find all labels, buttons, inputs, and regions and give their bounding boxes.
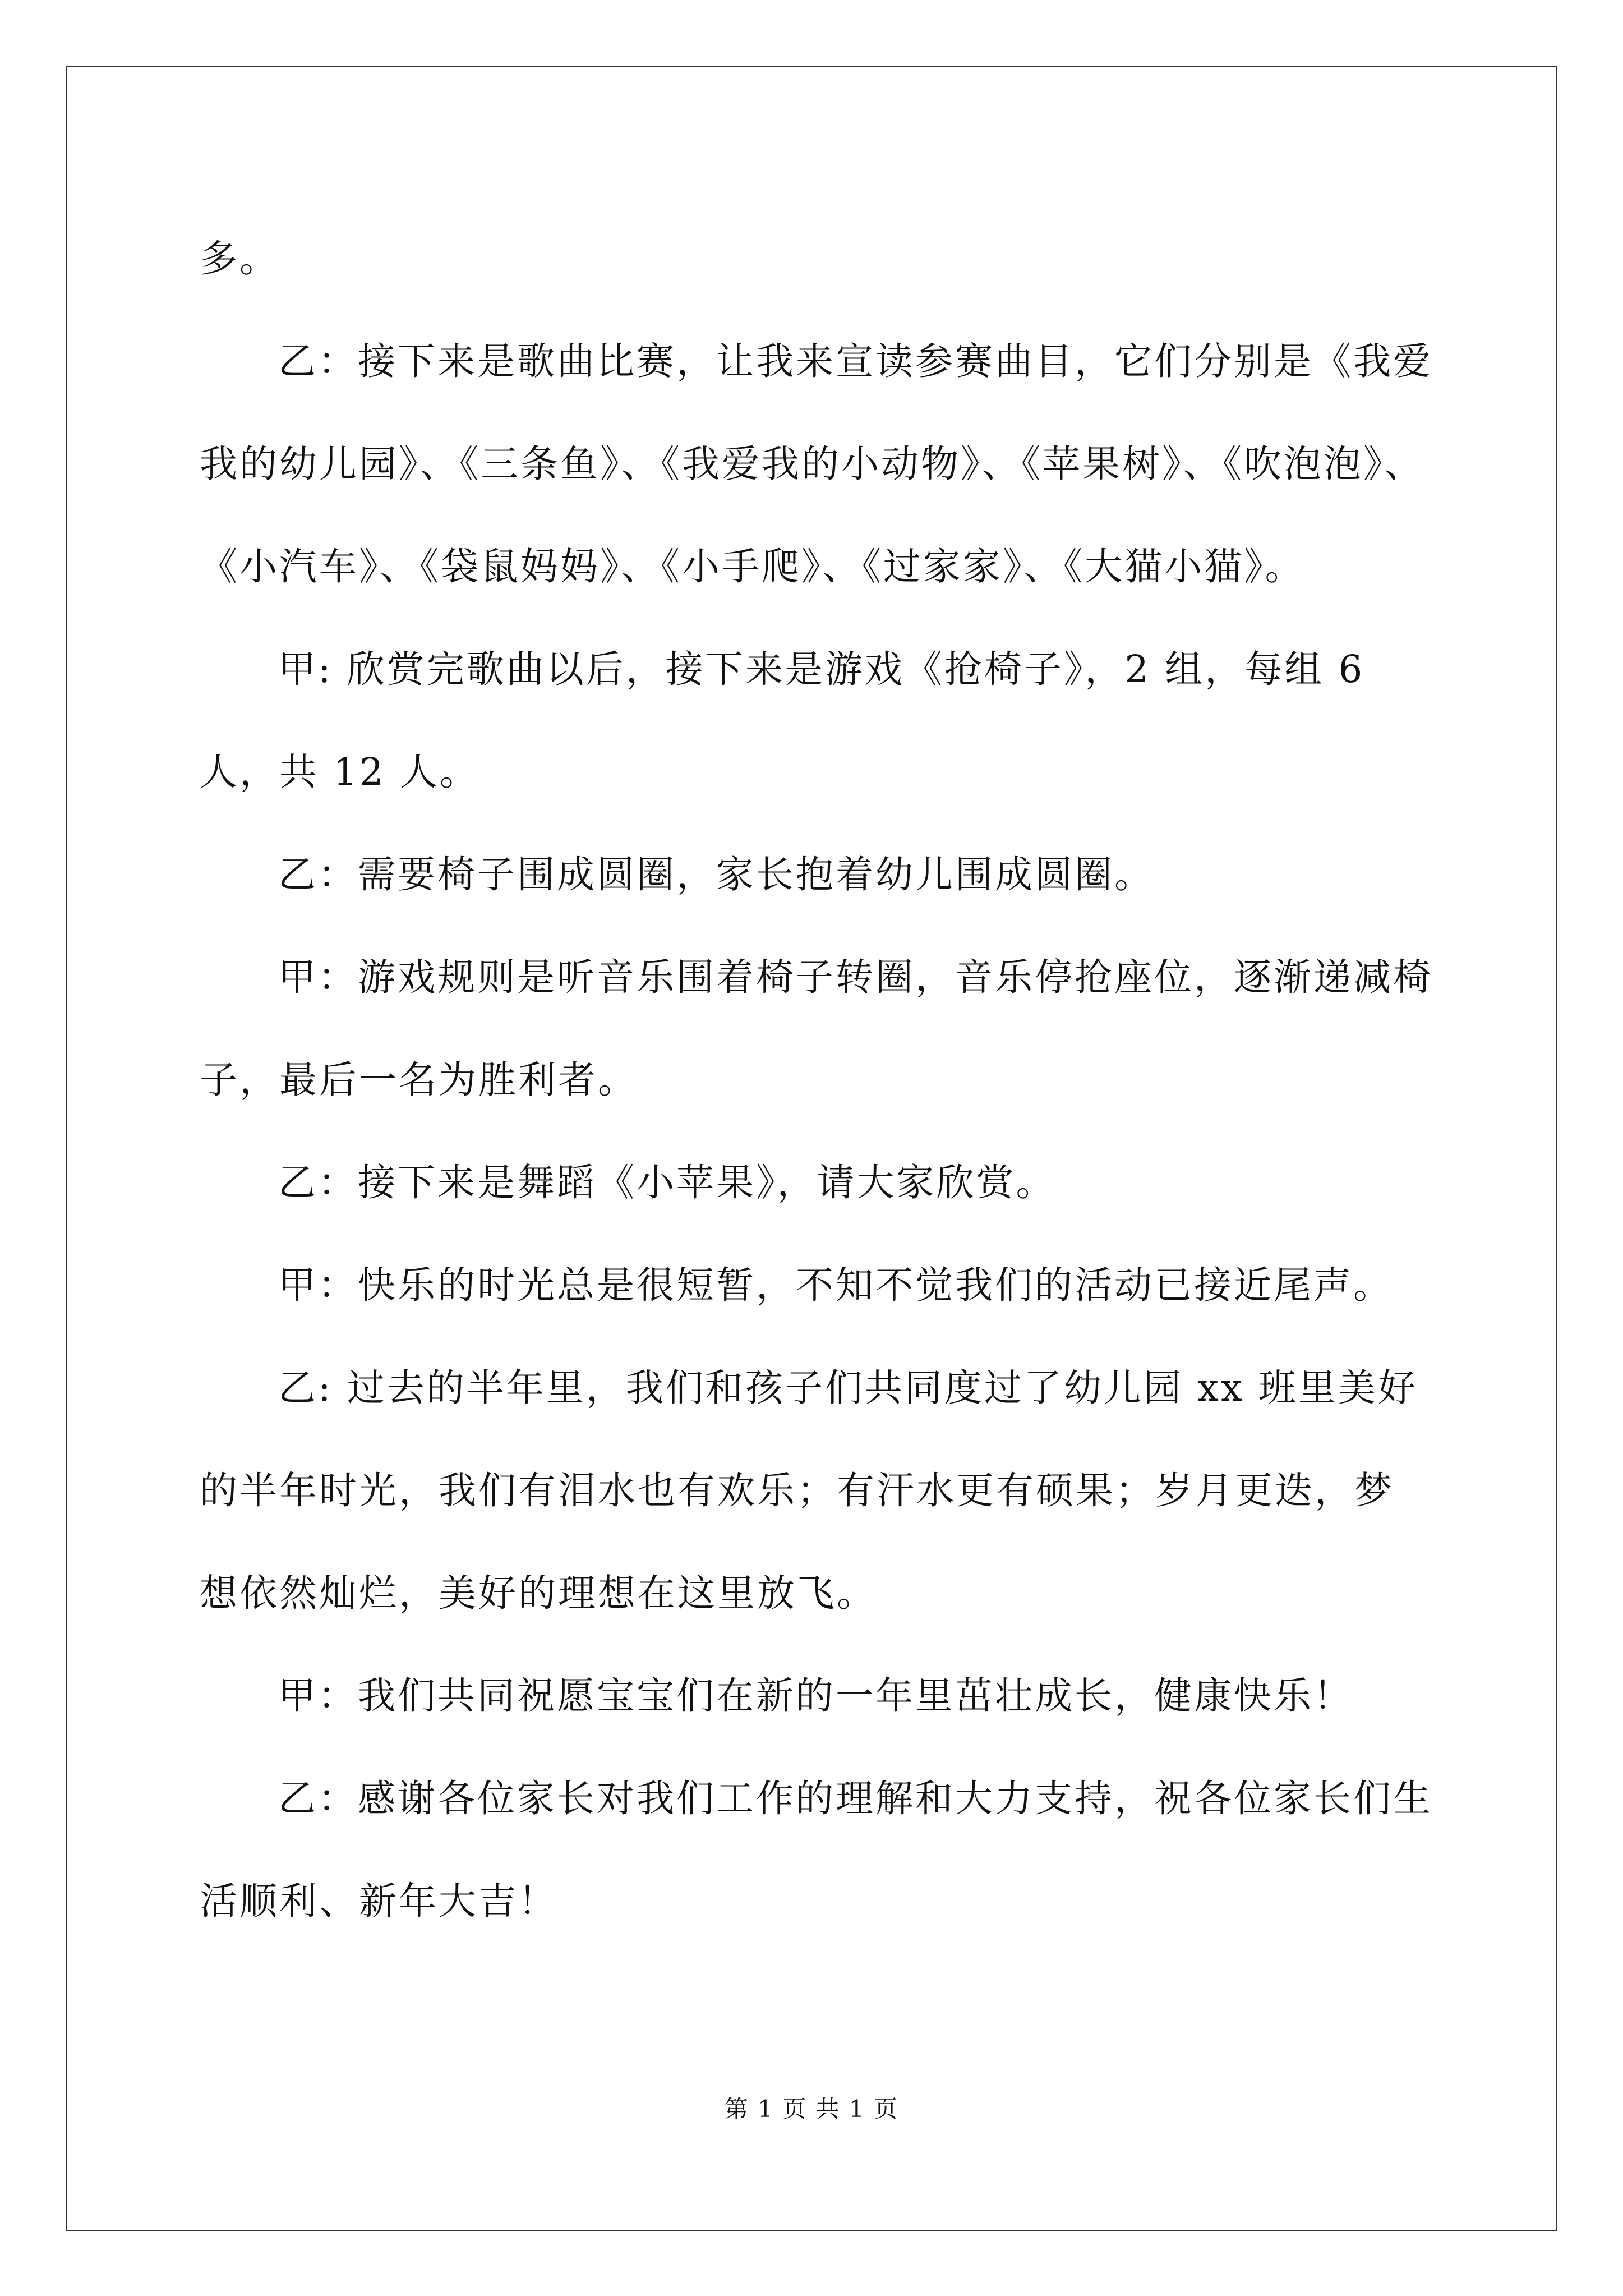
paragraph: 乙：感谢各位家长对我们工作的理解和大力支持，祝各位家长们生活顺利、新年大吉！ bbox=[200, 1777, 1433, 1923]
paragraph: 乙: 过去的半年里，我们和孩子们共同度过了幼儿园 xx 班里美好的半年时光，我们有泪水也有欢乐；有汗水更有硕果；岁月更迭，梦想依然灿烂，美好的理想在这里放飞。 bbox=[200, 1366, 1418, 1615]
paragraph: 乙：接下来是歌曲比赛，让我来宣读参赛曲目，它们分别是《我爱我的幼儿园》、《三条鱼》、《我爱我的小动物》、《苹果树》、《吹泡泡》、《小汽车》、《袋鼠妈妈》、《小手爬》、《过家家》、《大猫小猫》。 bbox=[200, 339, 1433, 588]
paragraph: 甲：快乐的时光总是很短暂，不知不觉我们的活动已接近尾声。 bbox=[278, 1263, 1393, 1307]
paragraph: 甲: 欣赏完歌曲以后，接下来是游戏《抢椅子》，2 组，每组 6 人，共 12 人。 bbox=[200, 647, 1365, 794]
paragraph: 乙：需要椅子围成圆圈，家长抱着幼儿围成圆圈。 bbox=[278, 853, 1154, 896]
paragraph: 甲：游戏规则是听音乐围着椅子转圈，音乐停抢座位，逐渐递减椅子，最后一名为胜利者。 bbox=[200, 955, 1433, 1102]
paragraph: 多。 bbox=[200, 237, 279, 280]
page-number-footer: 第 1 页 共 1 页 bbox=[724, 2095, 899, 2123]
paragraph: 乙：接下来是舞蹈《小苹果》，请大家欣赏。 bbox=[278, 1161, 1056, 1204]
paragraph: 甲：我们共同祝愿宝宝们在新的一年里茁壮成长，健康快乐！ bbox=[278, 1674, 1353, 1718]
document-body bbox=[200, 208, 1433, 1953]
